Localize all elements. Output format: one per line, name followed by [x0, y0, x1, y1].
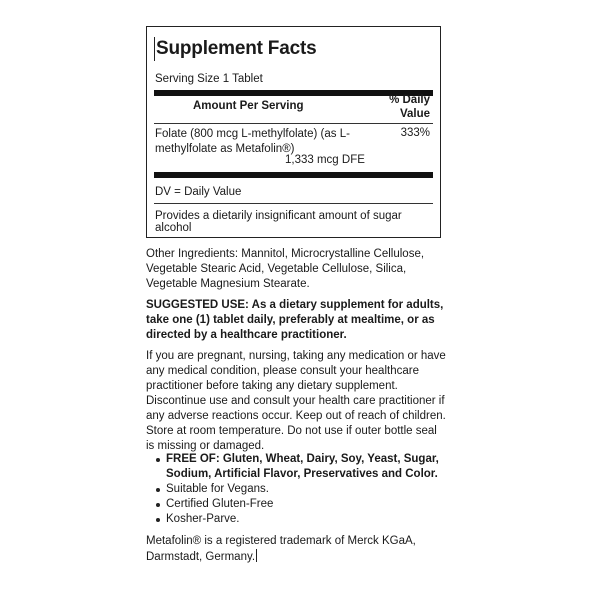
daily-value-header-line1: % Daily: [389, 94, 430, 106]
amount-per-serving-header: Amount Per Serving: [193, 100, 304, 112]
nutrient-daily-value: 333%: [400, 127, 430, 139]
dv-footnote: DV = Daily Value: [155, 186, 242, 198]
suggested-use: SUGGESTED USE: As a dietary supplement for adults, take one (1) tablet daily, preferably at mealtime, or as directed by a healthcare practitioner.: [146, 299, 444, 341]
trademark-text: Metafolin® is a registered trademark of Merck KGaA, Darmstadt, Germany.: [146, 535, 416, 563]
text-cursor: [256, 549, 257, 562]
supplement-facts-panel: [146, 26, 441, 238]
sugar-alcohol-note: Provides a dietarily insignificant amount of sugar alcohol: [155, 210, 402, 234]
list-item: Certified Gluten-Free: [166, 497, 466, 512]
other-ingredients: Other Ingredients: Mannitol, Microcrystalline Cellulose, Vegetable Stearic Acid, Vegetable Cellulose, Silica, Vegetable Magnesium Stearate.: [146, 248, 425, 290]
nutrient-dfe: 1,333 mcg DFE: [285, 154, 365, 166]
daily-value-header: [389, 93, 430, 121]
thick-divider-bottom: [154, 172, 433, 178]
daily-value-header-line2: Value: [399, 108, 430, 120]
trademark-note: [146, 534, 446, 565]
warning-text: If you are pregnant, nursing, taking any medication or have any medical condition, please consult your healthcare practitioner before taking any dietary supplement. Discontinue use and consult your health care practitioner if any adverse reactions occur. Keep out of reach of children. Store at room temperature. Do not use if outer bottle seal is missing or damaged.: [146, 350, 446, 452]
nutrient-name: Folate (800 mcg L-methylfolate) (as L-methylfolate as Metafolin®): [155, 128, 350, 155]
facts-title: Supplement Facts: [156, 38, 317, 59]
footnote-divider: [154, 203, 433, 204]
list-item: FREE OF: Gluten, Wheat, Dairy, Soy, Yeast, Sugar, Sodium, Artificial Flavor, Preservatives and Color.: [166, 452, 466, 482]
list-item: Suitable for Vegans.: [166, 482, 466, 497]
header-divider: [154, 123, 433, 124]
feature-list: [146, 452, 466, 527]
list-item: Kosher-Parve.: [166, 512, 466, 527]
serving-size: Serving Size 1 Tablet: [155, 73, 263, 85]
